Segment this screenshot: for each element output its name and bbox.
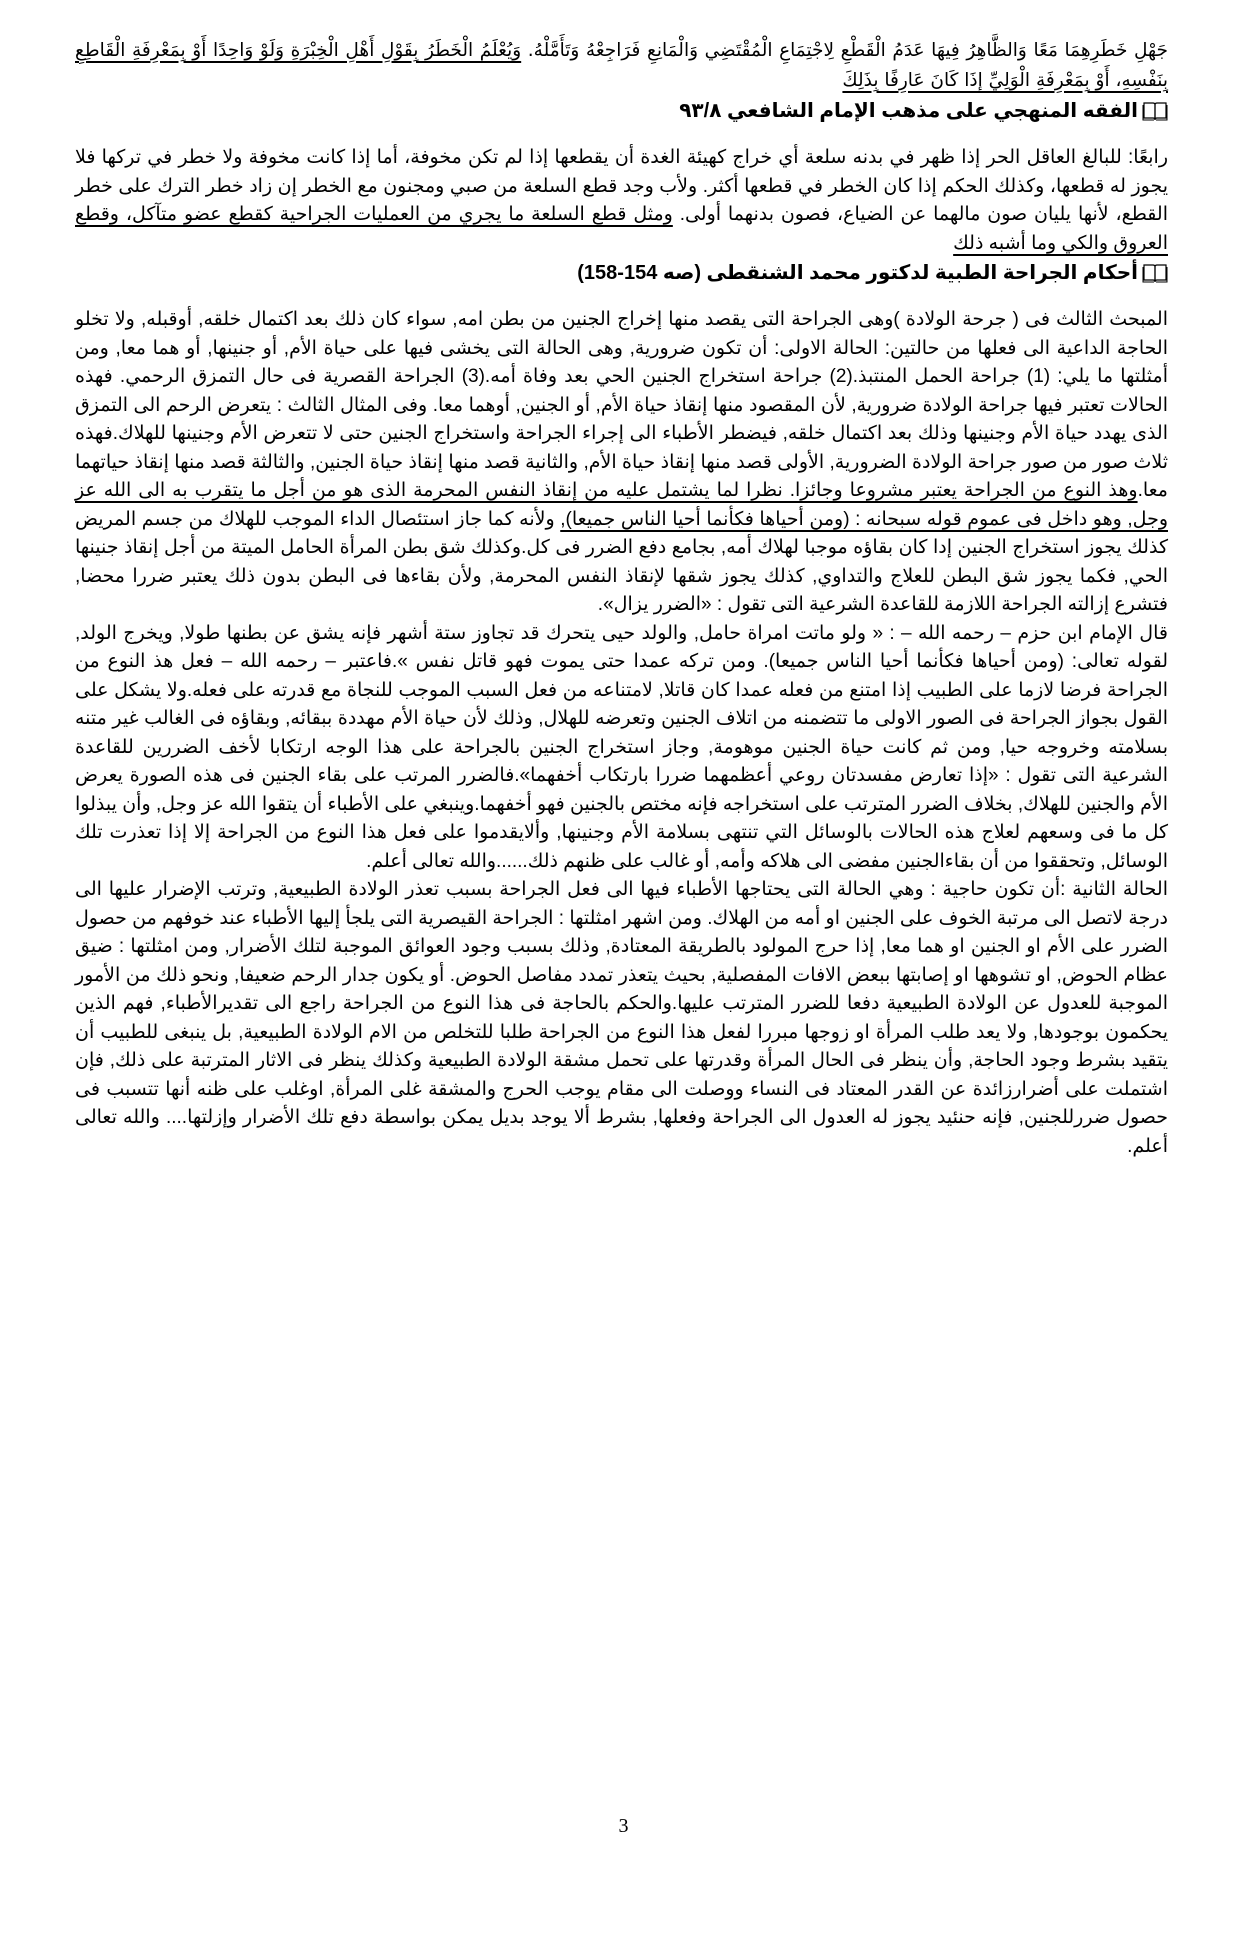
paragraph-underlined-text: وهذ النوع من الجراحة يعتبر مشروعا وجائزا. نظرا لما يشتمل عليه من إنقاذ النفس المحرمة الذى هو من أجل ما يتقرب به الى الله عز وجل, وهو داخل فى عموم قوله سبحانه : (ومن أحياها فكأنما أحيا الناس جميعا), xyxy=(75,480,1168,530)
page-number: 3 xyxy=(618,1815,629,1837)
paragraph-underlined-text: ومثل قطع السلعة ما يجري من العمليات الجراحية كقطع عضو متآكل، وقطع العروق والكي وما أشبه ذلك xyxy=(75,204,1168,254)
paragraph-fourth xyxy=(75,144,1168,258)
source-citation xyxy=(75,96,1168,126)
book-icon xyxy=(1142,100,1168,122)
quote-text: جَهْلِ خَطَرِهِمَا مَعًا وَالظَّاهِرُ فِيهَا عَدَمُ الْقَطْعِ لِاجْتِمَاعِ الْمُقْتَضِي وَالْمَانِعِ فَرَاجِعْهُ وَتَأَمَّلْهُ. xyxy=(521,40,1168,61)
document-page xyxy=(75,36,1168,1161)
paragraph-second-case: الحالة الثانية :أن تكون حاجية : وهي الحالة التى يحتاجها الأطباء فيها الى فعل الجراحة بسبب تعذر الولادة الطبيعية, وترتب الإضرار عليها الى درجة لاتصل الى مرتبة الخوف على الجنين او أمه من الهلاك. ومن اشهر امثلتها : الجراحة القيصرية التى يلجأ إليها الأطباء عند خوفهم من حصول الضرر على الأم او الجنين او هما معا, إذا حرج المولود بالطريقة المعتادة, وذلك بسبب وجود العوائق الموجبة لتلك الأضرار, ومن امثلتها : ضيق عظام الحوض, او تشوهها او إصابتها ببعض الافات المفصلية, بحيث يتعذر تمدد مفاصل الحوض. أو يكون جدار الرحم ضعيفا, ونحو ذلك من الأمور الموجبة للعدول عن الولادة الطبيعية دفعا للضرر المترتب عليها.والحكم بالحاجة فى هذا النوع من الجراحة راجع الى تقديرالأطباء, فهم الذين يحكمون بوجودها, ولا يعد طلب المرأة او زوجها مبررا لفعل هذا النوع من الجراحة طلبا للتخلص من الام الولادة الطبيعية, بل ينبغى للطبيب أن يتقيد بشرط وجود الحاجة, وأن ينظر فى الحال المرأة وقدرتها على تحمل مشقة الولادة الطبيعية وكذلك ينظر فى الاثار المترتبة على ذلك, فإن اشتملت على أضرارزائدة عن القدر المعتاد فى النساء ووصلت الى مقام يوجب الحرج والمشقة غلى المرأة, اوغلب على ظنه أنها تتسبب فى حصول ضررللجنين, فإنه حنئيد يجوز له العدول الى الجراحة وفعلها, بشرط ألا يوجد بديل يمكن بواسطة دفع تلك الأضرار وإزلتها.... والله تعالى أعلم. xyxy=(75,879,1168,1157)
source-citation xyxy=(75,258,1168,288)
quote-underlined-text: وَيُعْلَمُ الْخَطَرُ بِقَوْلِ أَهْلِ الْخِبْرَةِ وَلَوْ وَاحِدًا أَوْ بِمَعْرِفَةِ الْقَاطِعِ بِنَفْسِهِ، أَوْ بِمَعْرِفَةِ الْوَلِيِّ إذَا كَانَ عَارِفًا بِذَلِكَ xyxy=(75,40,1168,91)
paragraph-ibn-hazm: قال الإمام ابن حزم – رحمه الله – : « ولو ماتت امراة حامل, والولد حيى يتحرك قد تجاوز ستة أشهر فإنه يشق عن بطنها طولا, ويخرج الولد, لقوله تعالى: (ومن أحياها فكأنما أحيا الناس جميعا). ومن تركه عمدا حتى يموت فهو قاتل نفس ».فاعتبر – رحمه الله – فعل هذ النوع من الجراحة فرضا لازما على الطبيب إذا امتنع من فعله عمدا كان قاتلا, لامتناعه من فعل السبب الموجب للنجاة مع قدرته على فعله.ولا يشكل على القول بجواز الجراحة فى الصور الاولى ما تتضمنه من اتلاف الجنين وتعرضه للهلال, وذلك لأن حياة الأم مهددة ببقائه, وبقاؤه فى الغالب غير متنه بسلامته وخروجه حيا, ومن ثم كانت حياة الجنين موهومة, وجاز استخراج الجنين بالجراحة على هذا الوجه ارتكابا لأخف الضررين للقاعدة الشرعية التى تقول : «إذا تعارض مفسدتان روعي أعظمهما ضررا بارتكاب أخفهما».فالضرر المرتب على بقاء الجنين فى هذه الصورة يعرض الأم والجنين للهلاك, بخلاف الضرر المترتب على استخراجه فإنه مختص بالجنين فهو أخفهما.وينبغي على الأطباء أن يتقوا الله عز وجل, وأن يبذلوا كل ما فى وسعهم لعلاج هذه الحالات بالوسائل التي تنتهى بسلامة الأم وجنينها, وألايقدموا على فعل هذا النوع من الجراحة إلا إذا تعذرت تلك الوسائل, وتحققوا من أن بقاءالجنين مفضى الى هلاكه وأمه, أو غالب على ظنهم ذلك......والله تعالى أعلم. xyxy=(75,622,1169,872)
source-title: أحكام الجراحة الطبية لدكتور محمد الشنقطى (صه 154-158) xyxy=(577,262,1138,284)
quote-paragraph xyxy=(75,36,1168,96)
paragraph-text: المبحث الثالث فى ( جرحة الولادة )وهى الجراحة التى يقصد منها إخراج الجنين من بطن امه, سواء كان ذلك بعد اكتمال خلقه, أوقبله, ولا تخلو الحاجة الداعية الى فعلها من حالتين: الحالة الاولى: أن تكون ضرورية, وهى الحالة التى يخشى فيها على حياة الأم, أو جنينها, أو هما معا, ومن أمثلتها ما يلي: (1) جراحة الحمل المنتبذ.(2) جراحة استخراج الجنين الحي بعد وفاة أمه.(3) الجراحة القصرية فى حال التمزق الرحمي. فهذه الحالات تعتبر فيها جراحة الولادة ضرورية, لأن المقصود منها إنقاذ حياة الأم, أو الجنين, أوهما معا. وفى المثال الثالث : يتعرض الرحم الى التمزق الذى يهدد حياة الأم وجنينها وذلك بعد اكتمال خلقه, فيضطر الأطباء الى إجراء الجراحة واستخراج الجنين حتى لا تتعرض الأم وجنينها للهلاك.فهذه ثلاث صور من صور جراحة الولادة الضرورية, الأولى قصد منها إنقاذ حياة الأم, والثانية قصد منها إنقاذ حياة الجنين, والثالثة قصد منها إنقاذ حياتهما معا. xyxy=(75,309,1168,501)
paragraph-birth-surgery xyxy=(75,306,1168,620)
book-icon xyxy=(1142,262,1168,284)
paragraph-text: رابعًا: للبالغ العاقل الحر إذا ظهر في بدنه سلعة أي خراج كهيئة الغدة أن يقطعها إذا لم تكن مخوفة، أما إذا كانت مخوفة ولا خطر في تركها فلا يجوز له قطعها، وكذلك الحكم إذا كان الخطر في قطعها أكثر. ولأب وجد قطع السلعة من صبي ومجنون مع الخطر إن زاد خطر الترك على خطر القطع، لأنها يليان صون مالهما عن الضياع، فصون بدنهما أولى. xyxy=(75,147,1168,225)
paragraph-text-continued: ولأنه كما جاز استئصال الداء الموجب للهلاك من جسم المريض كذلك يجوز استخراج الجنين إدا كان بقاؤه موجبا لهلاك أمه, بجامع دفع الضرر فى كل.وكذلك شق بطن المرأة الحامل الميتة من أجل إنقاذ جنينها الحي, فكما يجوز شق البطن للعلاج والتداوي, كذلك يجوز شقها لإنقاذ النفس المحرمة, ولأن بقاءها فى البطن بدون ذلك يعتبر ضررا محضا, فتشرع إزالته الجراحة اللازمة للقاعدة الشرعية التى تقول : «الضرر يزال». xyxy=(75,508,1168,615)
source-title: الفقه المنهجي على مذهب الإمام الشافعي ٩٣/٨ xyxy=(679,100,1138,122)
